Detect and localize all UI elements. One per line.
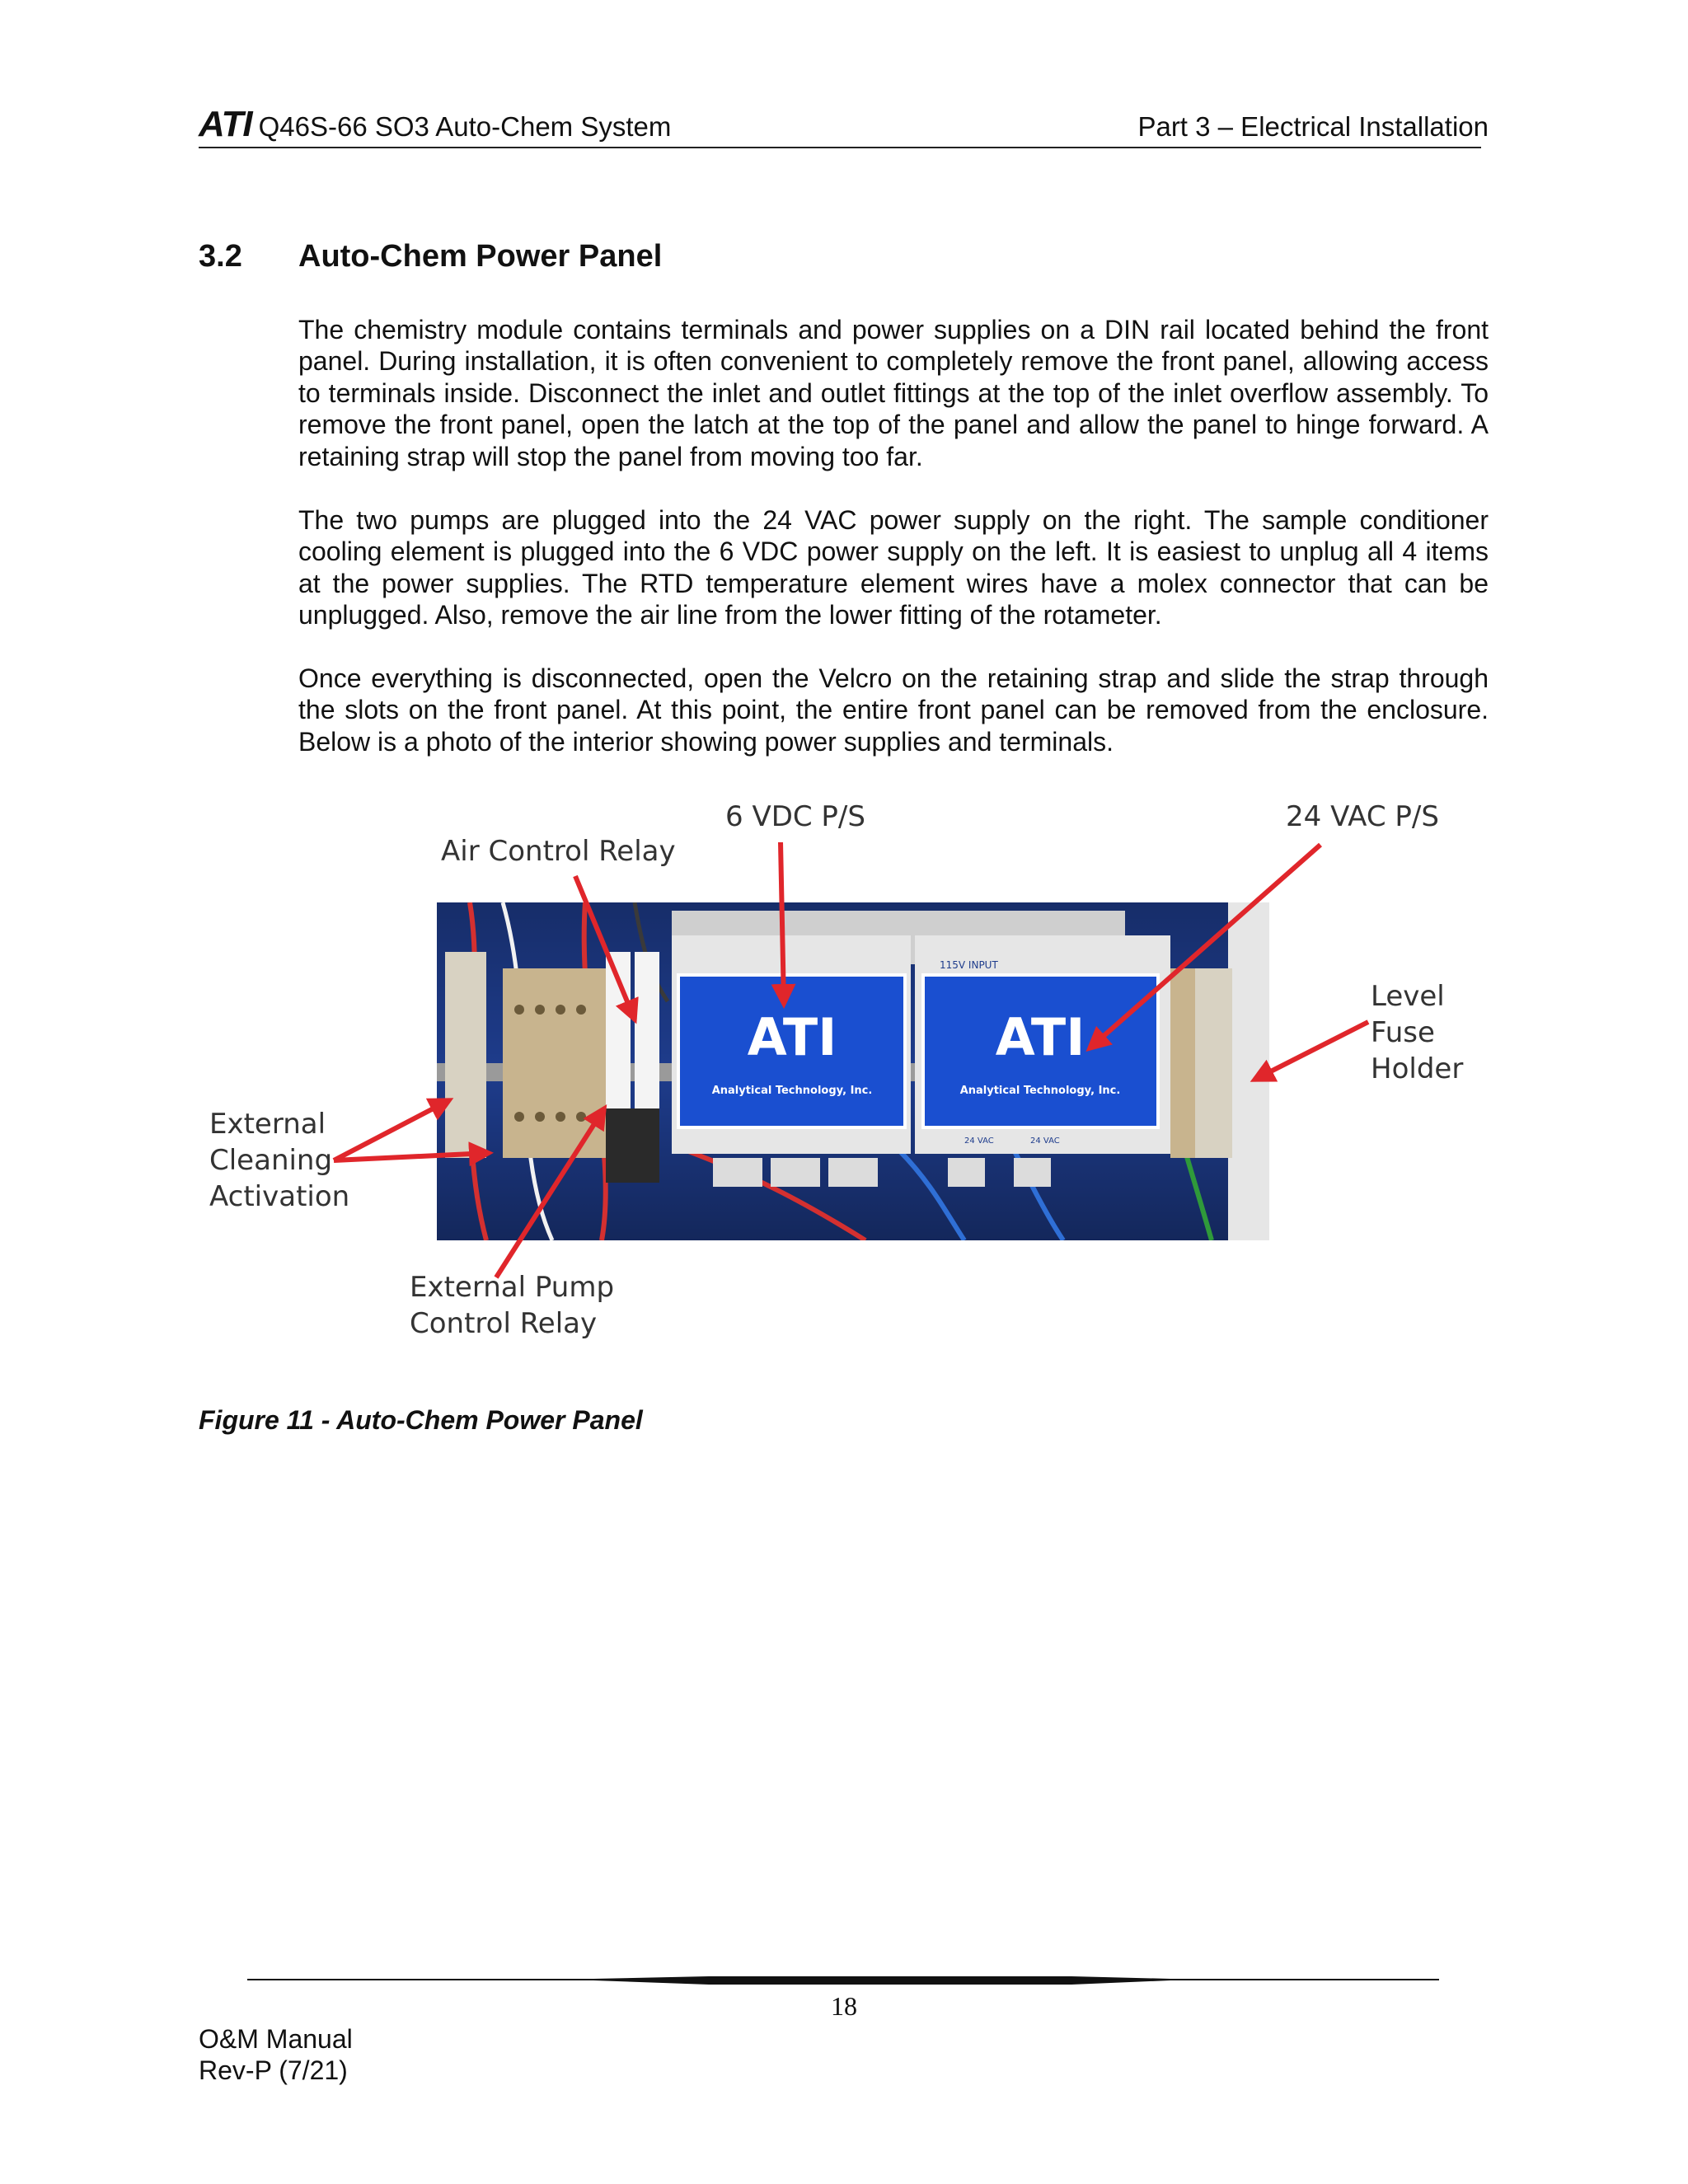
footer-rule bbox=[247, 1975, 1439, 1986]
vac-label-2: 24 VAC bbox=[1030, 1137, 1060, 1146]
callout-24vac-ps: 24 VAC P/S bbox=[1286, 800, 1439, 833]
section-title: Auto-Chem Power Panel bbox=[298, 239, 663, 274]
callout-6vdc-ps: 6 VDC P/S bbox=[725, 800, 865, 833]
callout-level-fuse-holder: Level Fuse Holder bbox=[1371, 980, 1464, 1085]
vac-label-1: 24 VAC bbox=[964, 1137, 994, 1146]
paragraph: Once everything is disconnected, open the Velcro on the retaining strap and slide the strap through the slots on the front panel. At this point, the entire front panel can be removed from the enclosure. Below is a photo of the interior showing power supplies and terminals. bbox=[298, 663, 1489, 757]
page-number: 18 bbox=[831, 1991, 857, 2021]
psu-logo-right: ATI bbox=[995, 1007, 1085, 1067]
callout-arrows bbox=[202, 795, 1488, 1364]
figure-caption: Figure 11 - Auto-Chem Power Panel bbox=[199, 1405, 643, 1435]
running-header-left bbox=[199, 104, 671, 145]
running-header-right: Part 3 – Electrical Installation bbox=[1137, 111, 1489, 142]
psu-company-right: Analytical Technology, Inc. bbox=[959, 1085, 1121, 1097]
callout-external-pump-relay: External Pump Control Relay bbox=[410, 1271, 615, 1340]
paragraph: The chemistry module contains terminals and power supplies on a DIN rail located behind the front panel. During installation, it is often convenient to completely remove the front panel, allowing access to terminals inside. Disconnect the inlet and outlet fittings at the top of the inlet overflow assembly. To remove the front panel, open the latch at the top of the panel and allow the panel to hinge forward. A retaining strap will stop the panel from moving too far. bbox=[298, 315, 1489, 471]
psu-company-left: Analytical Technology, Inc. bbox=[711, 1085, 873, 1097]
callout-air-control-relay: Air Control Relay bbox=[441, 835, 676, 868]
paragraph: The two pumps are plugged into the 24 VAC power supply on the right. The sample conditioner cooling element is plugged into the 6 VDC power supply on the left. It is easiest to unplug all 4 items at the power supplies. The RTD temperature element wires have a molex connector that can be unplugged. Also, remove the air line from the lower fitting of the rotameter. bbox=[298, 505, 1489, 630]
footer-revision: Rev-P (7/21) bbox=[199, 2055, 348, 2085]
brand-name: ATI bbox=[199, 104, 252, 144]
callout-external-cleaning: External Cleaning Activation bbox=[209, 1108, 350, 1213]
footer-manual: O&M Manual bbox=[199, 2024, 353, 2054]
psu-input-label: 115V INPUT bbox=[940, 959, 998, 971]
section-number: 3.2 bbox=[199, 239, 242, 274]
header-rule bbox=[199, 147, 1481, 148]
product-name: Q46S-66 SO3 Auto-Chem System bbox=[258, 111, 672, 142]
psu-logo-left: ATI bbox=[747, 1007, 837, 1067]
figure bbox=[202, 795, 1488, 1364]
